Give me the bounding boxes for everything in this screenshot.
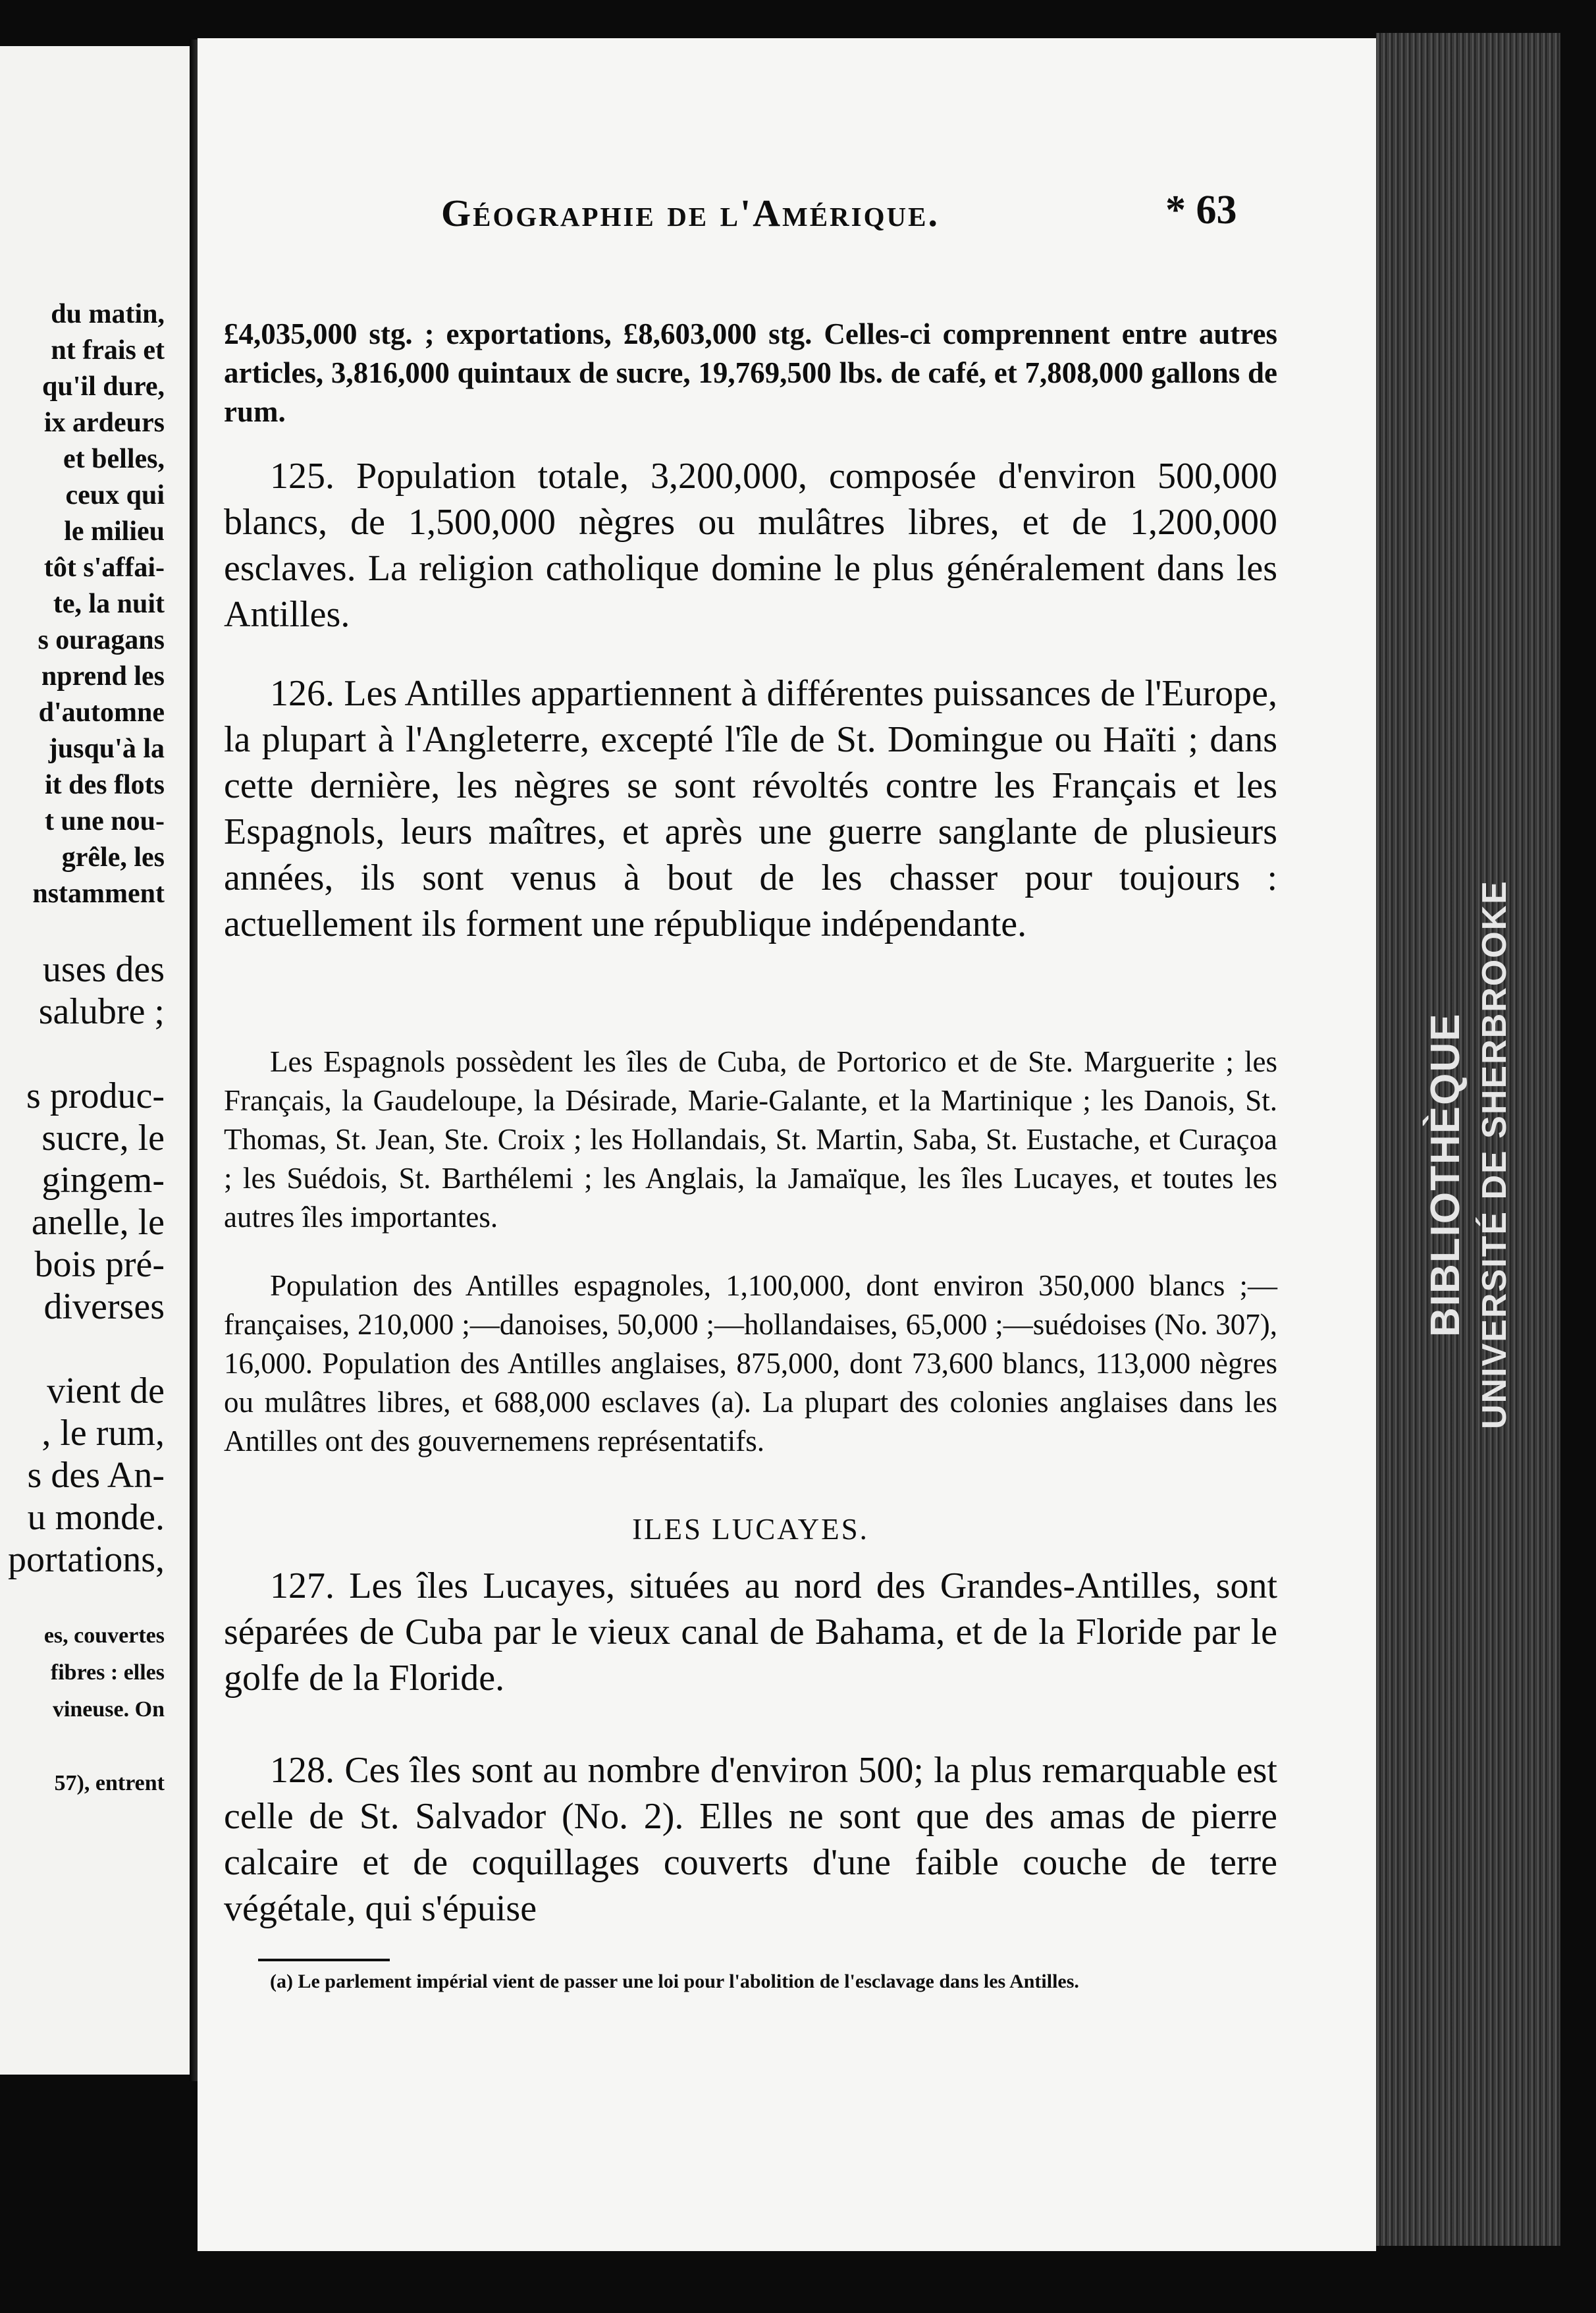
previous-page-line: , le rum, [41,1413,165,1454]
previous-page-line: bois pré- [34,1244,165,1285]
paragraph-125: 125. Population totale, 3,200,000, composée d'environ 500,000 blancs, de 1,500,000 nègres ou mulâtres libres, et de 1,200,000 esclaves. La religion catholique domine le plus généralement dans les Antilles. [224,456,1277,635]
previous-page-line: ix ardeurs [43,408,165,438]
previous-page-line: s des An- [27,1455,165,1496]
section-heading: ILES LUCAYES. [632,1513,869,1546]
stamp-line-1: BIBLIOTHÈQUE [1423,1012,1468,1337]
previous-page-line: nstamment [32,879,165,909]
previous-page-line: anelle, le [31,1202,165,1243]
previous-page-line [0,1328,165,1370]
previous-page-line: salubre ; [38,991,165,1032]
previous-page-line: portations, [8,1539,165,1580]
main-page [198,38,1376,2251]
paragraph-126: 126. Les Antilles appartiennent à différentes puissances de l'Europe, la plupart à l'Angleterre, excepté l'île de St. Domingue ou Haïti ; dans cette dernière, les nègres se sont révoltés contre les Français et les Espagnols, leurs maîtres, et après une guerre sanglante de plusieurs années, ils sont venus à bout de les chasser pour toujours : actuellement ils forment une république indépendante. [224,673,1277,944]
paragraph-128: 128. Ces îles sont au nombre d'environ 500; la plus remarquable est celle de St. Salvador (No. 2). Elles ne sont que des amas de pierre calcaire et de coquillages couverts d'une faible couche de terre végétale, qui s'épuise [224,1750,1277,1929]
previous-page-line: nt frais et [51,335,165,366]
previous-page-line: du matin, [51,299,165,329]
stamp-line-2: UNIVERSITÉ DE SHERBROOKE [1476,880,1514,1429]
previous-page-line: ceux qui [65,480,165,510]
footnote: (a) Le parlement impérial vient de passer une loi pour l'abolition de l'esclavage dans les Antilles. [270,1971,1079,1992]
previous-page-line: qu'il dure, [42,371,165,402]
previous-page-line: et belles, [63,444,165,474]
page-number: * 63 [1165,188,1237,232]
running-header [224,188,1277,244]
previous-page-text [0,296,165,1802]
previous-page-line: gingem- [41,1160,165,1201]
previous-page-line: t une nou- [44,806,165,836]
previous-page-line [0,912,165,948]
previous-page-line: d'automne [38,697,165,728]
paragraph-126-note-1: Les Espagnols possèdent les îles de Cuba, de Portorico et de Ste. Marguerite ; les Français, la Gaudeloupe, la Désirade, Marie-Galante, et la Martinique ; les Danois, St. Thomas, St. Jean, Ste. Croix ; les Hollandais, St. Martin, Saba, St. Eustache, et Curaçoa ; les Suédois, St. Barthélemi ; les Anglais, la Jamaïque, les îles Lucayes, et toutes les autres îles importantes. [224,1045,1277,1234]
previous-page-line [0,1033,165,1075]
previous-page-fragment [0,46,190,2075]
previous-page-line: vient de [47,1371,165,1411]
paragraph-126-note-2: Population des Antilles espagnoles, 1,100,000, dont environ 350,000 blancs ;—françaises, 210,000 ;—danoises, 50,000 ;—hollandaises, 65,000 ;—suédoises (No. 307), 16,000. Population des Antilles anglaises, 875,000, dont 73,600 blancs, 113,000 nègres ou mulâtres libres, et 688,000 esclaves (a). La plupart des colonies anglaises dans les Antilles ont des gouvernemens représentatifs. [224,1269,1277,1457]
previous-page-line: s ouragans [38,625,165,655]
previous-page-line: s produc- [26,1075,165,1116]
previous-page-line: es, couvertes [43,1623,165,1648]
paragraph-127: 127. Les îles Lucayes, situées au nord des Grandes-Antilles, sont séparées de Cuba par le vieux canal de Bahama, et de la Floride par le golfe de la Floride. [224,1565,1277,1699]
previous-page-line: diverses [43,1286,165,1327]
previous-page-line [0,1728,165,1765]
previous-page-line: tôt s'affai- [43,553,165,583]
page-title: Géographie de l'Amérique. [441,192,940,234]
previous-page-line: u monde. [27,1497,165,1538]
previous-page-line: sucre, le [41,1118,165,1158]
previous-page-line: jusqu'à la [48,734,165,764]
previous-page-line: 57), entrent [54,1771,165,1795]
previous-page-line: it des flots [45,770,165,800]
previous-page-line: te, la nuit [53,589,165,619]
previous-page-line: le milieu [64,516,165,547]
previous-page-line: nprend les [41,661,165,692]
footnote-rule [258,1959,390,1961]
previous-page-line: fibres : elles [50,1660,165,1685]
paragraph-continuation: £4,035,000 stg. ; exportations, £8,603,000 stg. Celles-ci comprennent entre autres articles, 3,816,000 quintaux de sucre, 19,769,500 lbs. de café, et 7,808,000 gallons de rum. [224,317,1277,428]
previous-page-line: grêle, les [61,842,165,873]
previous-page-line: vineuse. On [52,1697,165,1722]
previous-page-line: uses des [42,949,165,990]
library-stamp [1402,880,1534,1442]
previous-page-line [0,1581,165,1618]
